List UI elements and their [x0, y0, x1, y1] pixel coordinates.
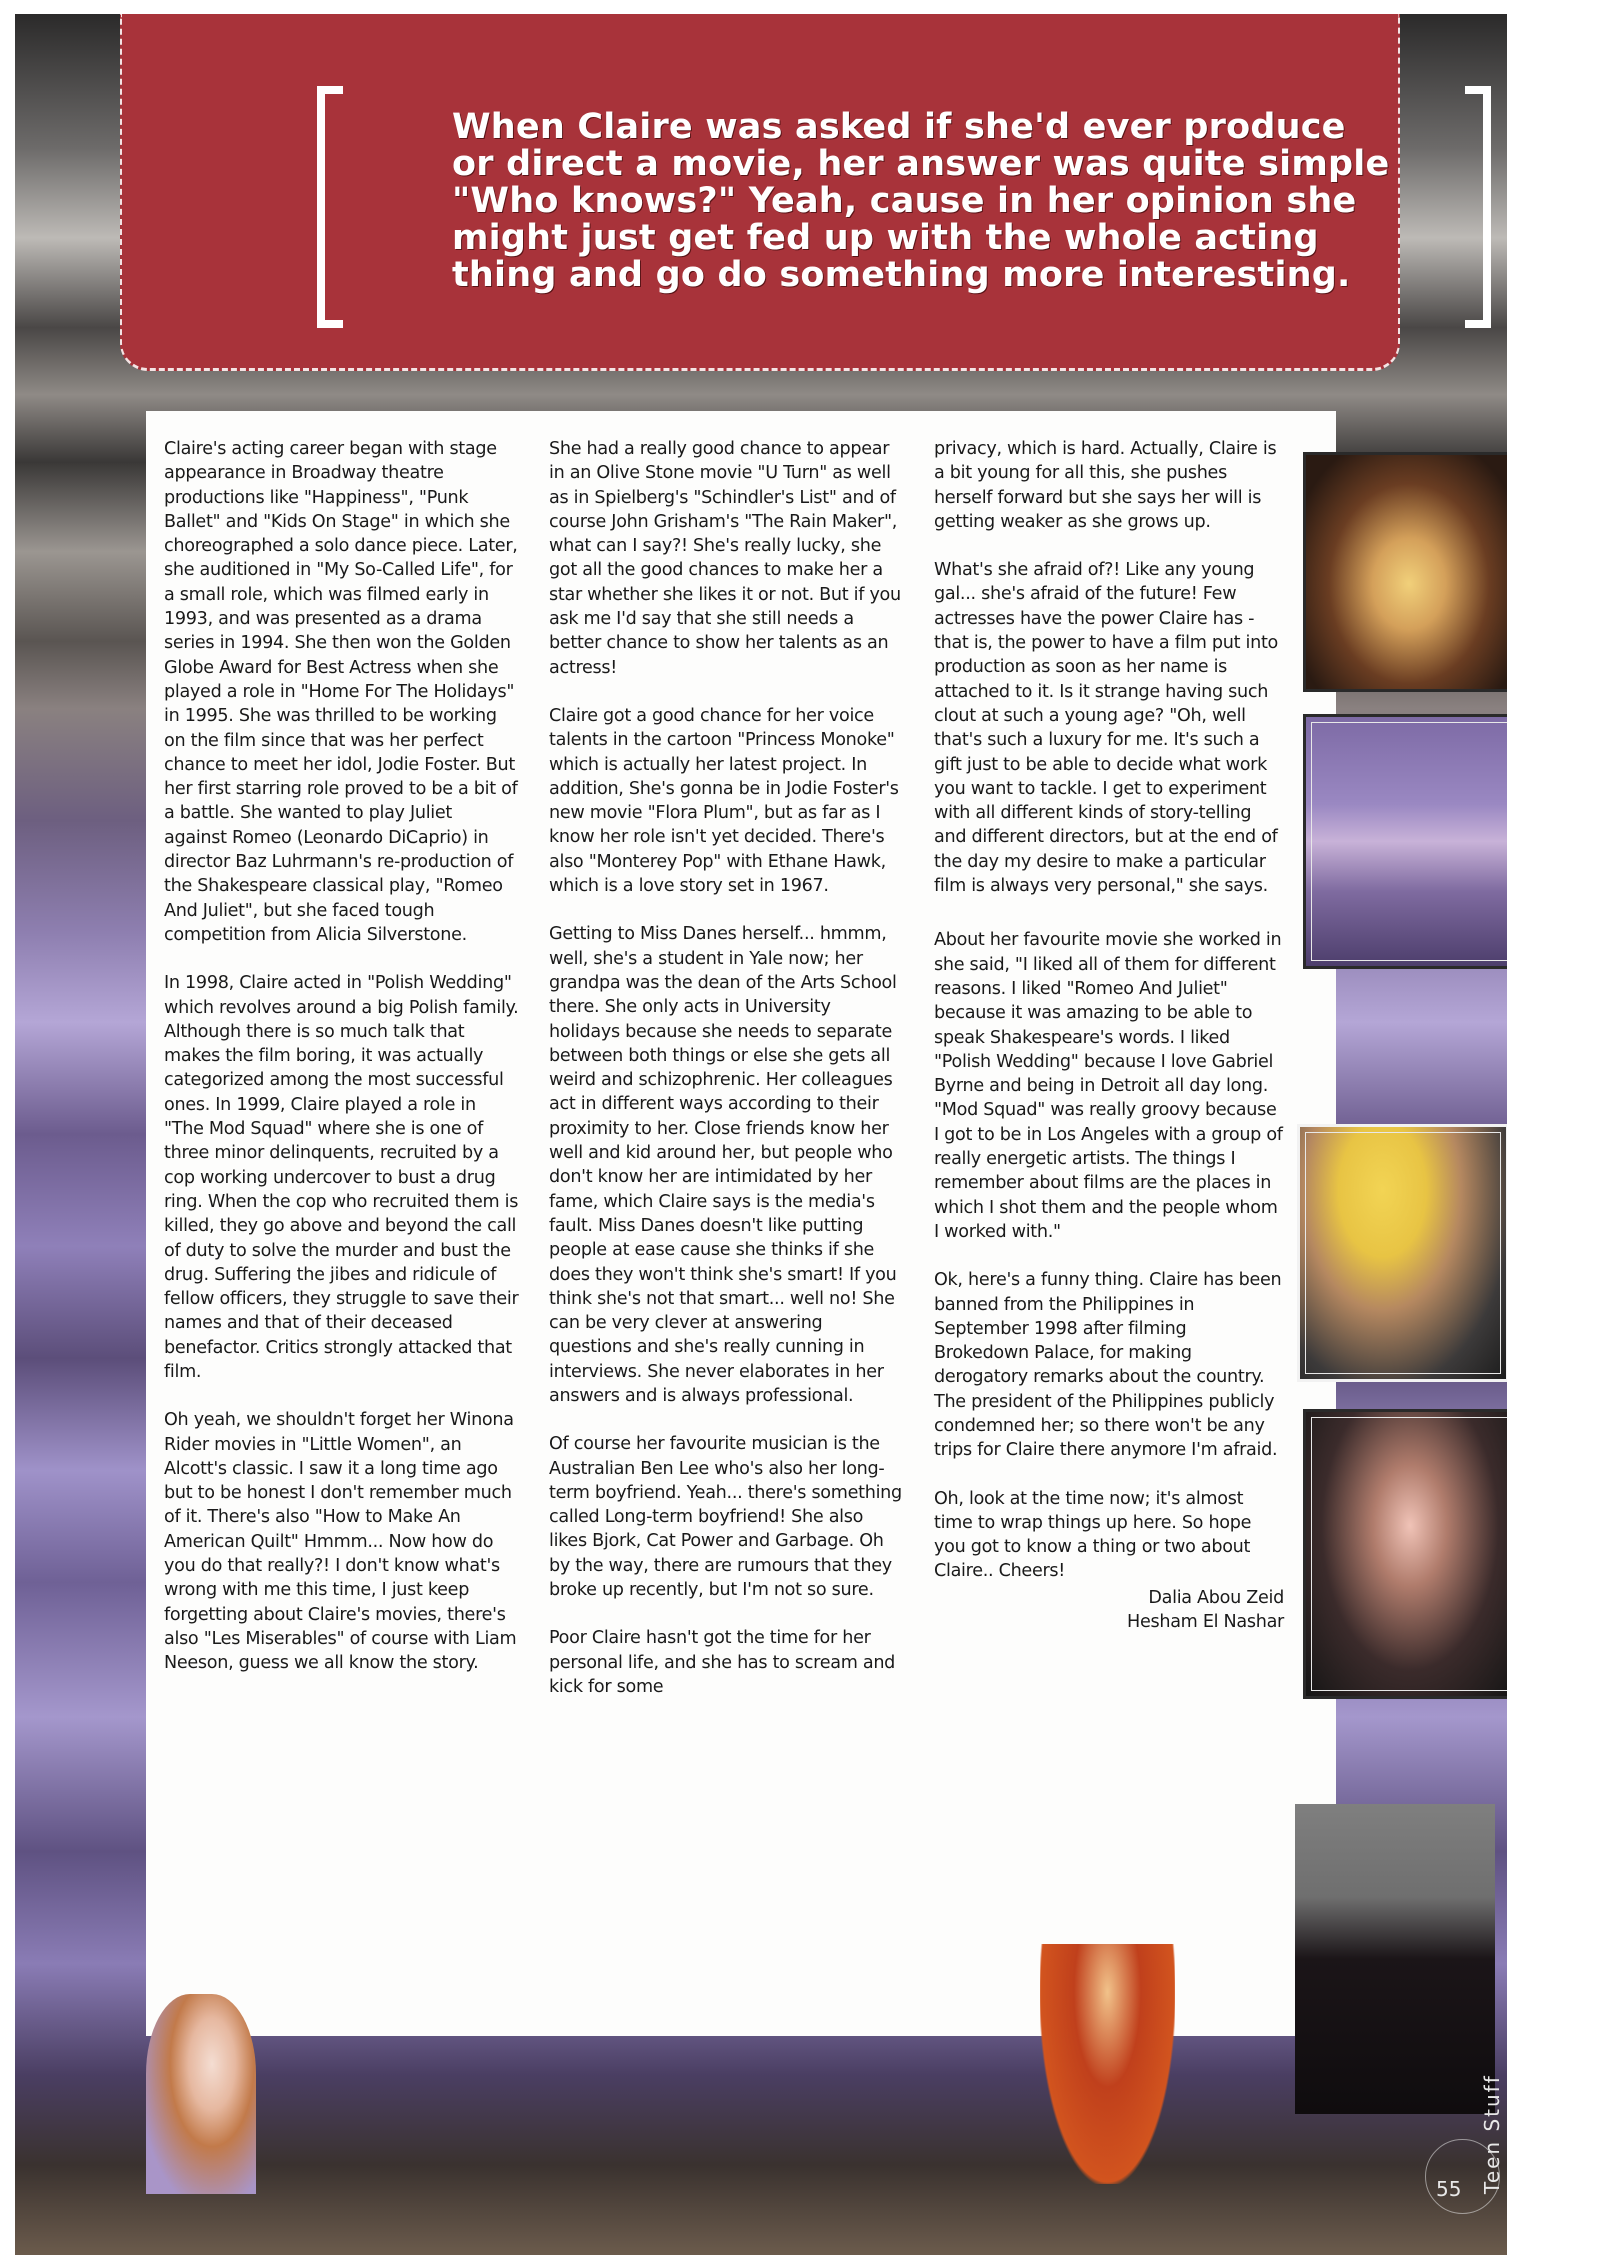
- paragraph: Oh, look at the time now; it's almost time to wrap things up here. So hope you got to know a thing or two about Claire.. Cheers!: [934, 1488, 1252, 1582]
- page-number: 55: [1436, 2177, 1462, 2201]
- paragraph: In 1998, Claire acted in "Polish Wedding" which revolves around a big Polish family. Although there is so much talk that makes the film boring, it was actually categorized among the most successful ones. In 1999, Claire played a role in "The Mod Squad" where she is one of three minor delinquents, recruited by a cop working undercover to bust a drug ring. When the cop who recruited them is killed, they go above and beyond the call of duty to solve the murder and bust the drug. Suffering the jibes and ridicule of fellow officers, they struggle to save their names and that of their deceased benefactor. Critics strongly attacked that film.: [164, 973, 519, 1382]
- photo-blonde-bob-dark-top: [1303, 1409, 1507, 1699]
- pull-quote-text: When Claire was asked if she'd ever produce or direct a movie, her answer was quite simple "Who knows?" Yeah, cause in her opinion she might just get fed up with the whole acting thing and go do something more interesting.: [452, 107, 1390, 295]
- left-bracket-icon: [317, 86, 343, 328]
- photo-frame: [1311, 722, 1507, 961]
- photo-red-hair-black-outfit: [1295, 1804, 1495, 2114]
- paragraph: Getting to Miss Danes herself... hmmm, well, she's a student in Yale now; her grandpa was the dean of the Arts School there. She only acts in University holidays because she needs to separate between both things or else she gets all weird and schizophrenic. Her colleagues act in different ways according to their proximity to her. Close friends know her well and kid around her, but people who don't know her are intimidated by her fame, which Claire says is the media's fault. Miss Danes doesn't like putting people at ease cause she thinks if she does they won't think she's smart! If you think she's not that smart... well no! She can be very clever at answering questions and she's really cunning in interviews. She never elaborates in her answers and is always professional.: [549, 924, 897, 1406]
- section-label: Teen Stuff: [1480, 2044, 1507, 2194]
- paragraph: Claire got a good chance for her voice talents in the cartoon "Princess Monoke" which is actually her latest project. In addition, She's gonna be in Jodie Foster's new movie "Flora Plum", but as far as I know her role isn't yet decided. There's also "Monterey Pop" with Ethane Hawk, which is a love story set in 1967.: [549, 705, 899, 897]
- photo-crouching-red-outfit-cutout: [1040, 1944, 1175, 2184]
- article-column-2: [549, 437, 904, 1723]
- article-column-1: [164, 437, 519, 1700]
- article-column-3: [934, 437, 1284, 1634]
- author-name: Hesham El Nashar: [1127, 1611, 1284, 1632]
- photo-spiky-hair-cutout: [146, 1994, 256, 2194]
- photo-frame: [1305, 1132, 1501, 1374]
- right-bracket-icon: [1465, 86, 1491, 328]
- pull-quote-box: [120, 14, 1400, 371]
- photo-portrait-chin-on-hands: [1303, 452, 1507, 692]
- paragraph: What's she afraid of?! Like any young gal... she's afraid of the future! Few actresses have the power Claire has - that is, the power to have a film put into production as soon as her name is attached to it. Is it strange having such clout at such a young age? "Oh, well that's such a luxury for me. It's such a gift just to be able to decide what work you want to tackle. I get to experiment with all different kinds of story-telling and different directors, but at the end of the day my desire to make a particular film is always very personal," she says.: [934, 560, 1279, 897]
- paragraph: Ok, here's a funny thing. Claire has been banned from the Philippines in September 1998 after filming Brokedown Palace, for making derogatory remarks about the country. The president of the Philippines publicly condemned her; so there won't be any trips for Claire there anymore I'm afraid.: [934, 1270, 1282, 1461]
- photo-frame: [1311, 1417, 1507, 1691]
- author-credits: [934, 1586, 1284, 1634]
- photo-angel-wings-balcony: [1303, 714, 1507, 969]
- author-name: Dalia Abou Zeid: [1148, 1587, 1284, 1608]
- article-body: [146, 411, 1336, 2036]
- magazine-page: [15, 14, 1507, 2255]
- paragraph: She had a really good chance to appear in an Olive Stone movie "U Turn" as well as in Spielberg's "Schindler's List" and of course John Grisham's "The Rain Maker", what can I say?! She's really lucky, she got all the good chances to make her a star whether she likes it or not. But if you ask me I'd say that she still needs a better chance to show her talents as an actress!: [549, 439, 901, 678]
- photo-straw-hat-smiling: [1297, 1124, 1507, 1382]
- paragraph: Claire's acting career began with stage appearance in Broadway theatre productions like "Happiness", "Punk Ballet" and "Kids On Stage" in which she choreographed a solo dance piece. Later, she auditioned in "My So-Called Life", for a small role, which was filmed early in 1993, and was presented as a drama series in 1994. She then won the Golden Globe Award for Best Actress when she played a role in "Home For The Holidays" in 1995. She was thrilled to be working on the film since that was her perfect chance to meet her idol, Jodie Foster. But her first starring role proved to be a bit of a battle. She wanted to play Juliet against Romeo (Leonardo DiCaprio) in director Baz Luhrmann's re-production of the Shakespeare classical play, "Romeo And Juliet", but she faced tough competition from Alicia Silverstone.: [164, 439, 518, 945]
- paragraph: Of course her favourite musician is the Australian Ben Lee who's also her long-term boyfriend. Yeah... there's something called Long-term boyfriend! She also likes Bjork, Cat Power and Garbage. Oh by the way, there are rumours that they broke up recently, but I'm not so sure.: [549, 1434, 902, 1601]
- paragraph: About her favourite movie she worked in she said, "I liked all of them for different reasons. I liked "Romeo And Juliet" because it was amazing to be able to speak Shakespeare's words. I liked "Polish Wedding" because I love Gabriel Byrne and being in Detroit all day long. "Mod Squad" was really groovy because I got to be in Los Angeles with a group of really energetic artists. The things I remember about films are the places in which I shot them and the people whom I worked with.": [934, 930, 1283, 1242]
- paragraph: Poor Claire hasn't got the time for her personal life, and she has to scream and kick for some: [549, 1628, 896, 1697]
- paragraph: privacy, which is hard. Actually, Claire is a bit young for all this, she pushes herself forward but she says her will is getting weaker as she grows up.: [934, 439, 1277, 532]
- paragraph: Oh yeah, we shouldn't forget her Winona Rider movies in "Little Women", an Alcott's classic. I saw it a long time ago but to be honest I don't remember much of it. There's also "How to Make An American Quilt" Hmmm... Now how do you do that really?! I don't know what's wrong with me this time, I just keep forgetting about Claire's movies, there's also "Les Miserables" of course with Liam Neeson, guess we all know the story.: [164, 1410, 517, 1674]
